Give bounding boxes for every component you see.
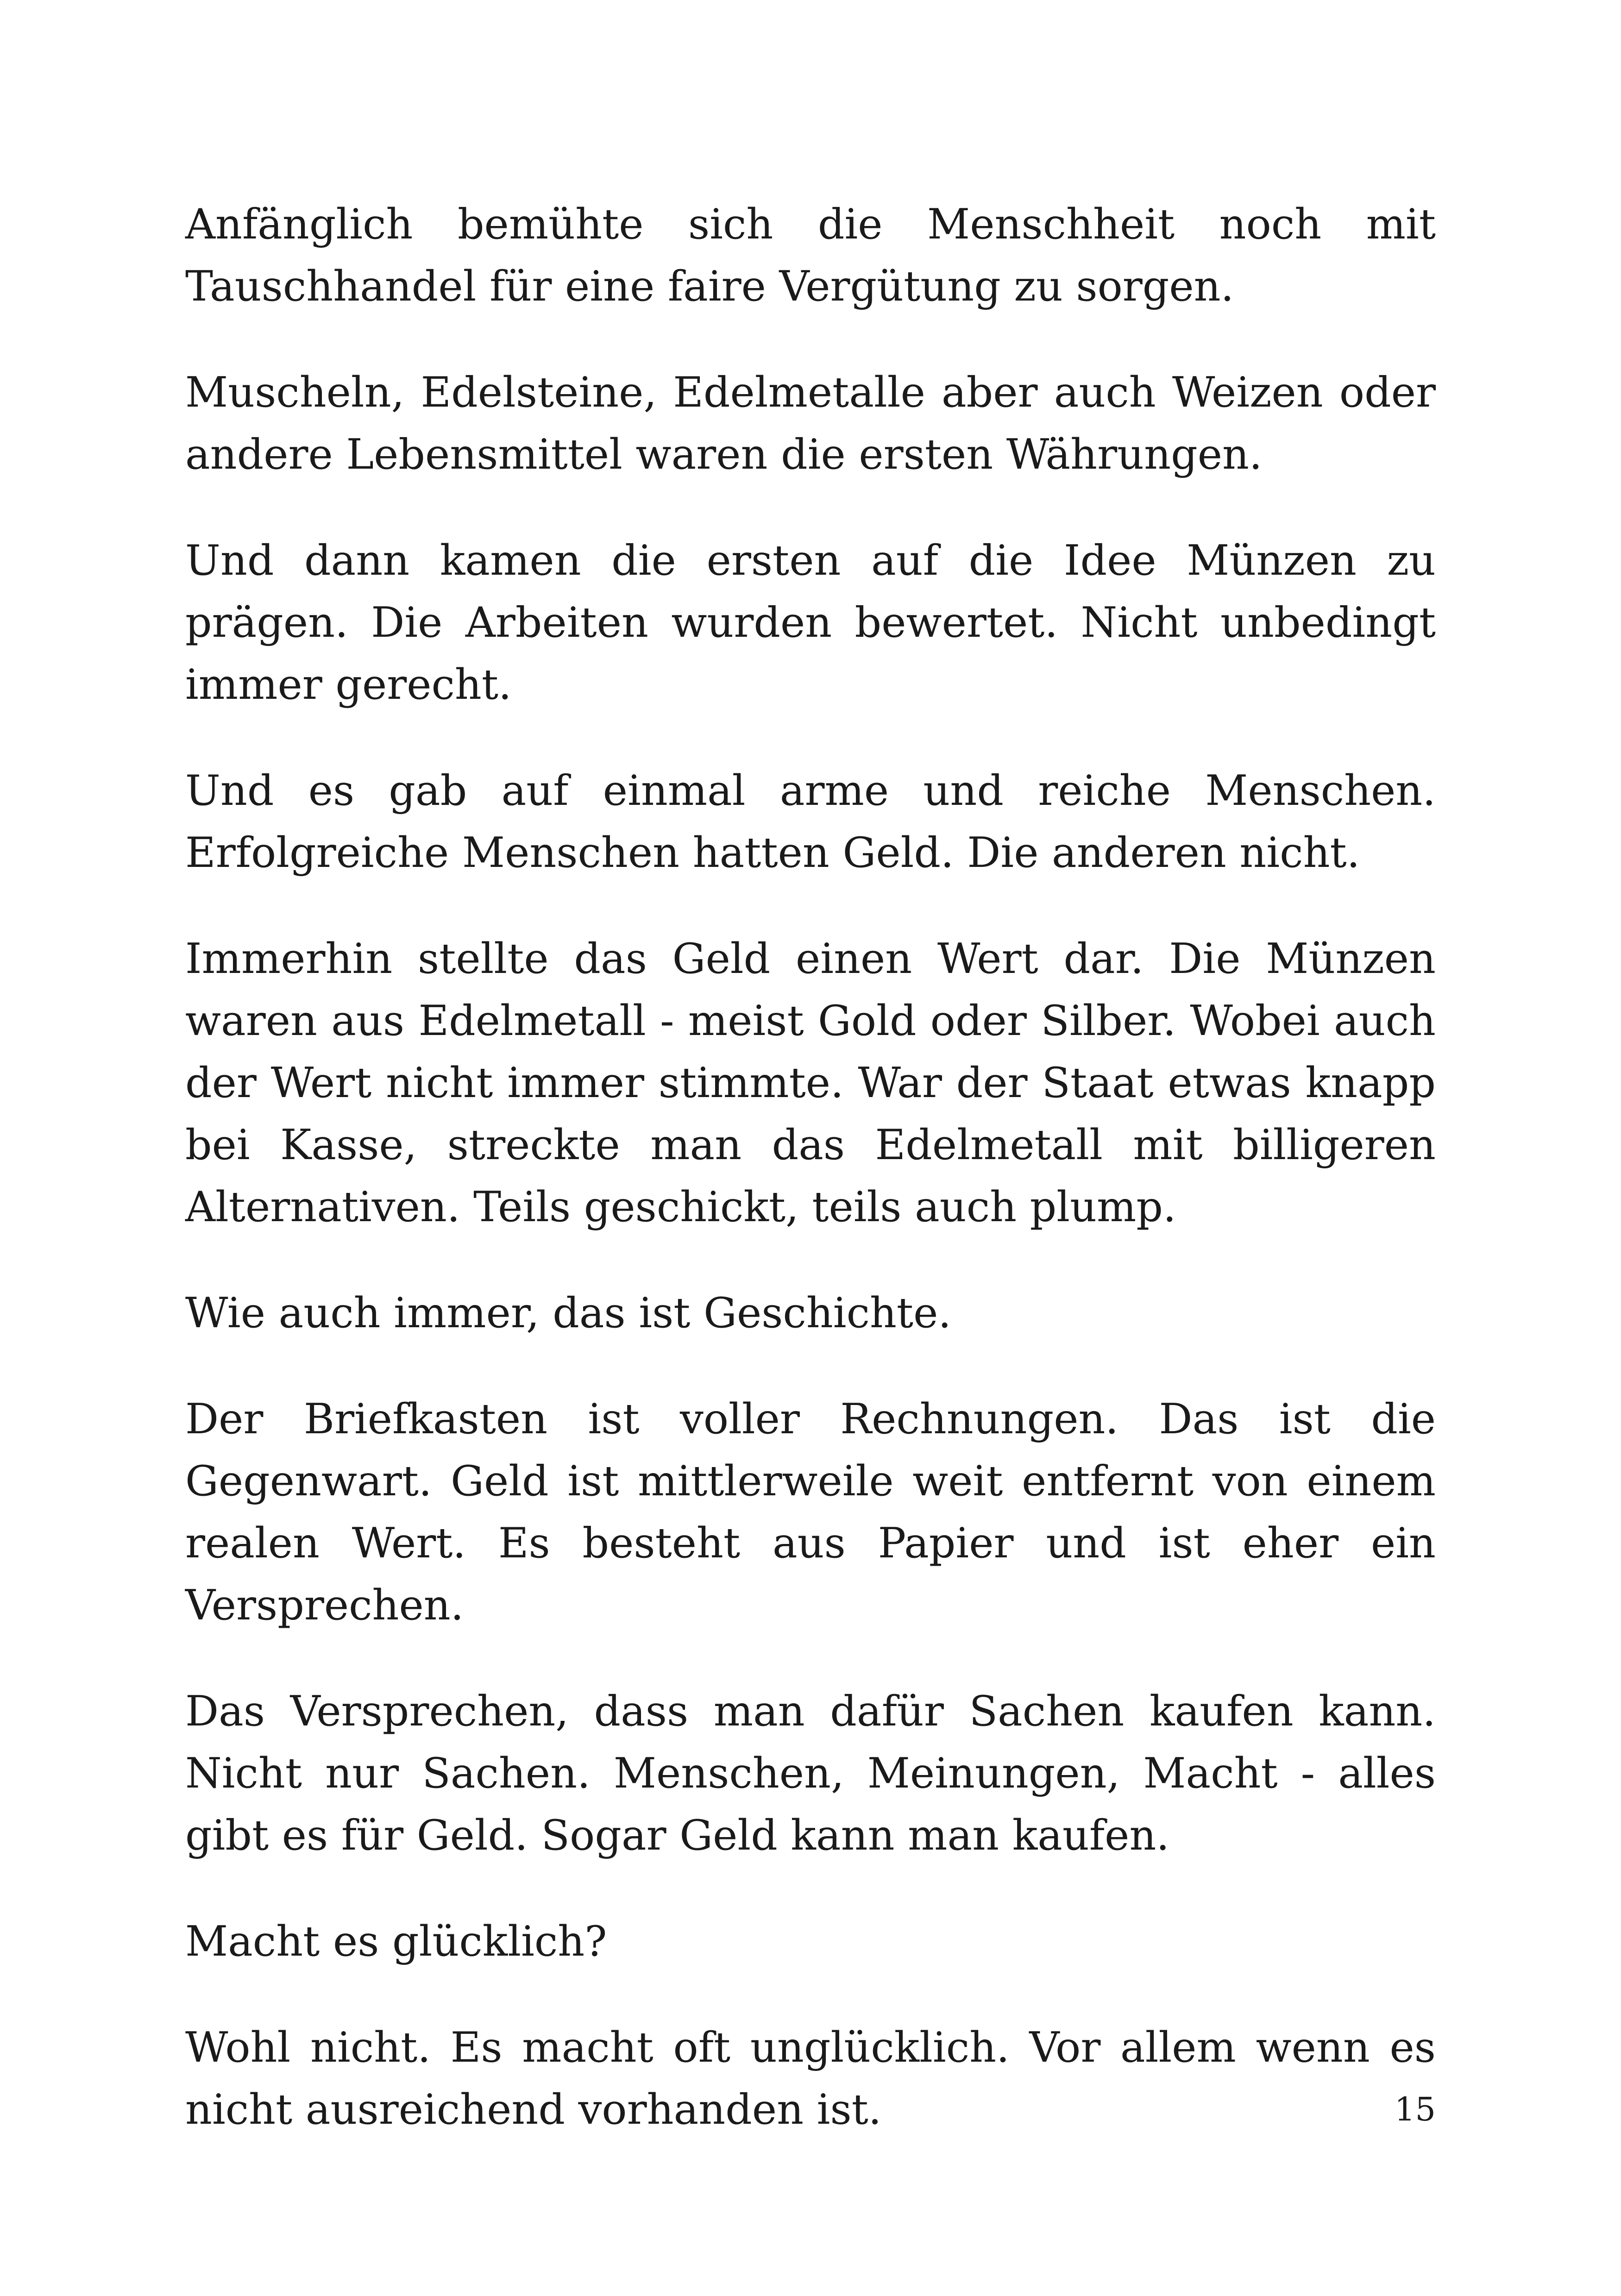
paragraph-2: Muscheln, Edelsteine, Edelmetalle aber auch Weizen oder andere Lebensmittel waren die ersten Währungen. <box>185 368 1436 479</box>
paragraph-7: Der Briefkasten ist voller Rechnungen. Das ist die Gegenwart. Geld ist mittlerweile weit entfernt von einem realen Wert. Es besteht aus Papier und ist eher ein Versprechen. <box>185 1395 1436 1630</box>
paragraph-8: Das Versprechen, dass man dafür Sachen kaufen kann. Nicht nur Sachen. Menschen, Meinungen, Macht - alles gibt es für Geld. Sogar Geld kann man kaufen. <box>185 1687 1436 1860</box>
paragraph-10: Wohl nicht. Es macht oft unglücklich. Vor allem wenn es nicht ausreichend vorhanden ist. <box>185 2023 1436 2134</box>
paragraph-9: Macht es glücklich? <box>185 1917 607 1966</box>
paragraph-3: Und dann kamen die ersten auf die Idee Münzen zu prägen. Die Arbeiten wurden bewertet. Nicht unbedingt immer gerecht. <box>185 536 1436 709</box>
paragraph-6: Wie auch immer, das ist Geschichte. <box>185 1289 951 1337</box>
body-text <box>185 194 1436 2185</box>
paragraph-4: Und es gab auf einmal arme und reiche Menschen. Erfolgreiche Menschen hatten Geld. Die anderen nicht. <box>185 766 1436 877</box>
paragraph-1: Anfänglich bemühte sich die Menschheit noch mit Tauschhandel für eine faire Vergütung zu sorgen. <box>185 200 1436 311</box>
paragraph-5: Immerhin stellte das Geld einen Wert dar. Die Münzen waren aus Edelmetall - meist Gold oder Silber. Wobei auch der Wert nicht immer stimmte. War der Staat etwas knapp bei Kasse, streckte man das Edelmetall mit billigeren Alternativen. Teils geschickt, teils auch plump. <box>185 935 1436 1231</box>
page-number: 15 <box>1394 2090 1436 2128</box>
